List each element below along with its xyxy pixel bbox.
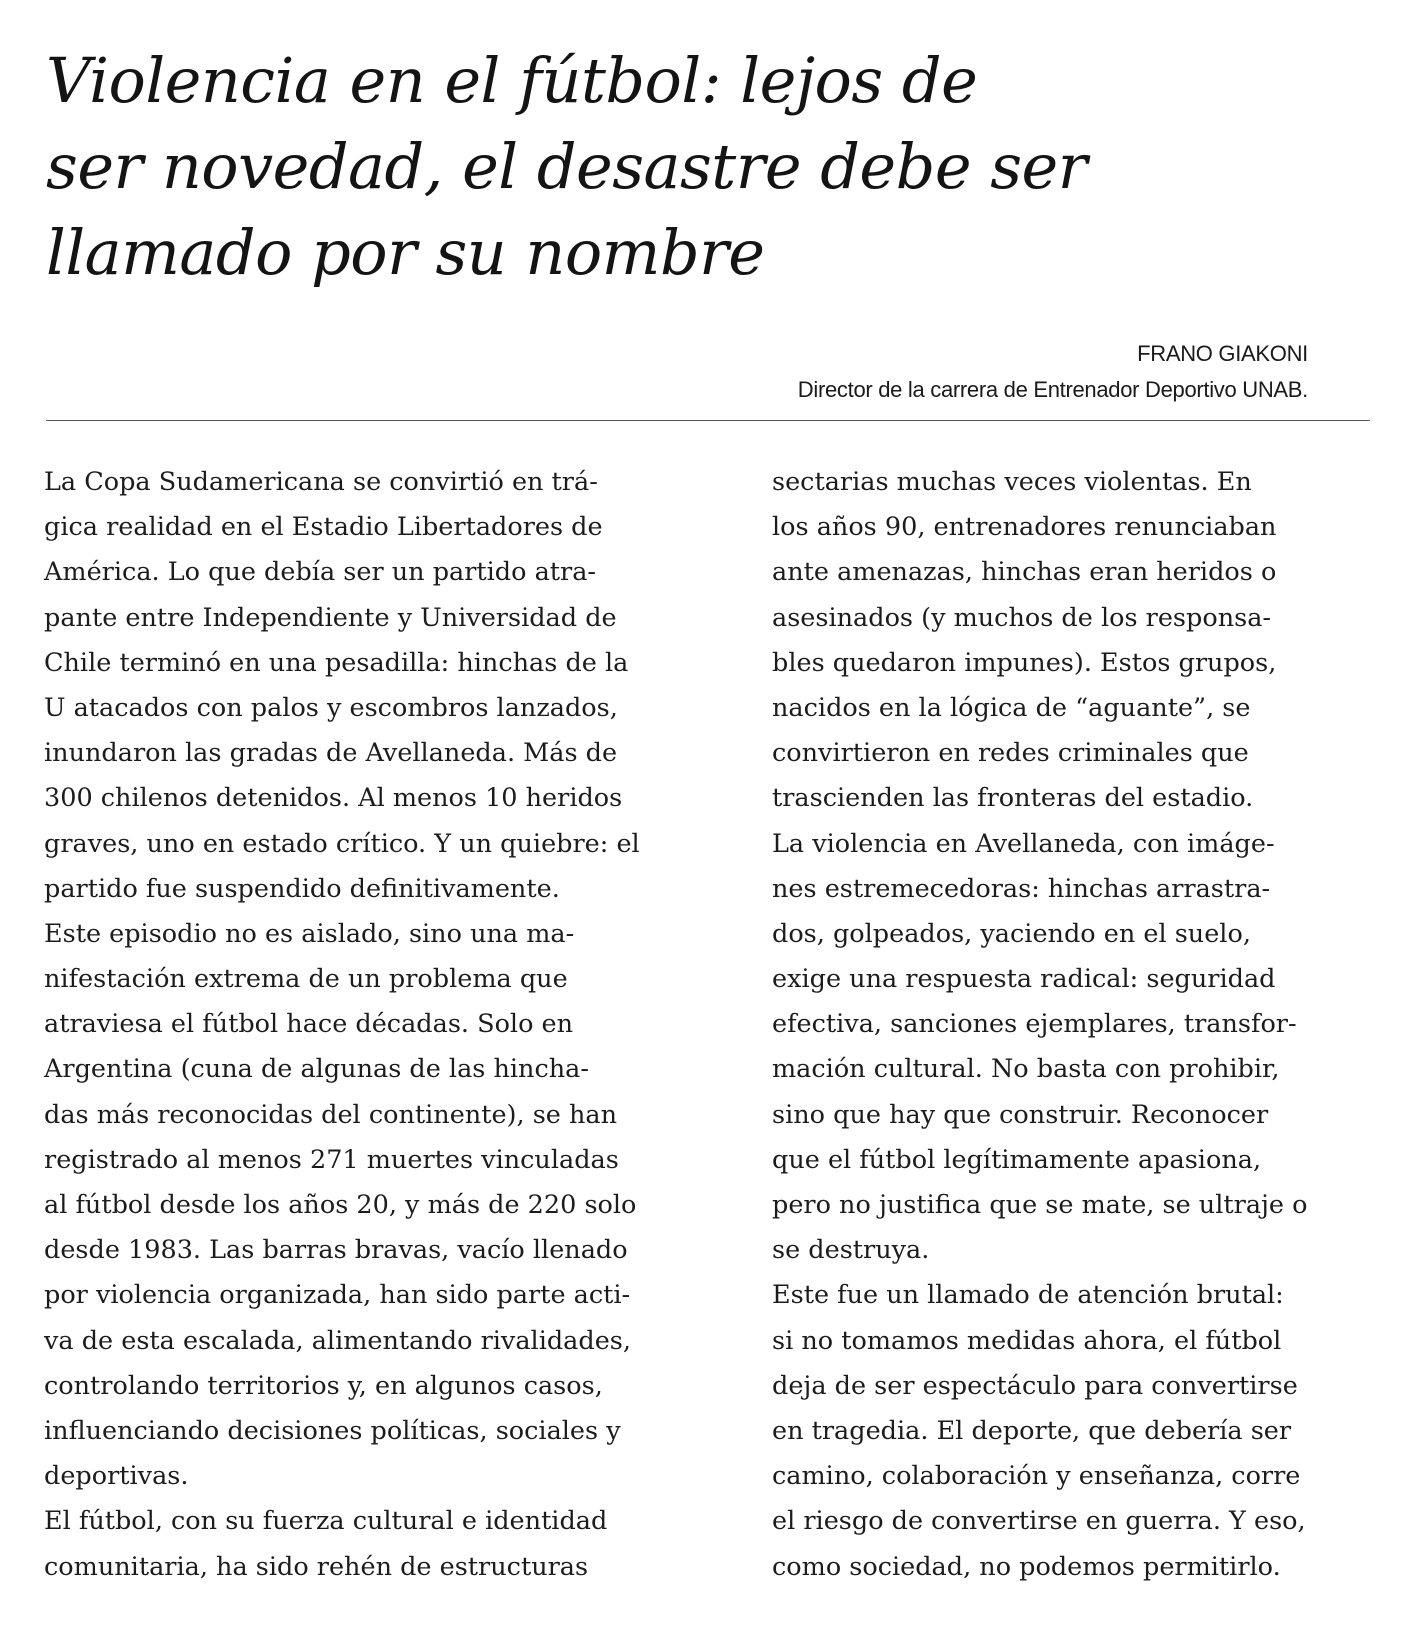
text-line: atraviesa el fútbol hace décadas. Solo en	[44, 1009, 574, 1040]
byline	[798, 336, 1308, 408]
text-line: das más reconocidas del continente), se han	[44, 1099, 618, 1130]
text-line: al fútbol desde los años 20, y más de 220 solo	[44, 1190, 637, 1220]
text-line: nifestación extrema de un problema que	[44, 964, 568, 995]
title-line: llamado por su nombre	[46, 216, 765, 289]
text-line: efectiva, sanciones ejemplares, transfor-	[772, 1009, 1297, 1040]
text-line: convirtieron en redes criminales que	[772, 738, 1249, 769]
author-role: Director de la carrera de Entrenador Deportivo UNAB.	[797, 377, 1308, 402]
text-line: sino que hay que construir. Reconocer	[772, 1099, 1269, 1130]
text-line: deportivas.	[44, 1461, 189, 1492]
text-line: el riesgo de convertirse en guerra. Y eso,	[772, 1506, 1306, 1537]
text-line: va de esta escalada, alimentando rivalidades,	[44, 1325, 631, 1356]
text-line: dos, golpeados, yaciendo en el suelo,	[772, 918, 1251, 949]
author-name: FRANO GIAKONI	[1137, 341, 1308, 366]
text-line: La Copa Sudamericana se convirtió en trá-	[44, 467, 598, 497]
text-line: deja de ser espectáculo para convertirse	[772, 1370, 1298, 1401]
text-line: que el fútbol legítimamente apasiona,	[772, 1144, 1262, 1175]
text-line: nacidos en la lógica de “aguante”, se	[772, 692, 1251, 723]
text-line: trascienden las fronteras del estadio.	[772, 783, 1254, 814]
text-line: si no tomamos medidas ahora, el fútbol	[772, 1325, 1282, 1356]
text-line: camino, colaboración y enseñanza, corre	[772, 1461, 1301, 1492]
text-line: sectarias muchas veces violentas. En	[772, 467, 1252, 497]
text-line: pante entre Independiente y Universidad de	[44, 602, 617, 633]
text-line: graves, uno en estado crítico. Y un quiebre: el	[44, 828, 640, 859]
text-line: América. Lo que debía ser un partido atra-	[44, 557, 597, 588]
text-line: gica realidad en el Estadio Libertadores de	[44, 512, 603, 543]
text-line: como sociedad, no podemos permitirlo.	[772, 1551, 1281, 1582]
text-line: desde 1983. Las barras bravas, vacío llenado	[44, 1235, 628, 1266]
text-line: nes estremecedoras: hinchas arrastra-	[772, 873, 1271, 904]
text-line: por violencia organizada, han sido parte acti-	[44, 1280, 631, 1311]
text-line: Este fue un llamado de atención brutal:	[772, 1280, 1284, 1311]
article-column-right	[772, 460, 1392, 1590]
text-line: bles quedaron impunes). Estos grupos,	[772, 647, 1277, 678]
text-line: comunitaria, ha sido rehén de estructuras	[44, 1551, 589, 1582]
text-line: La violencia en Avellaneda, con imáge-	[772, 828, 1275, 859]
article-column-left	[44, 460, 734, 1590]
title-line: ser novedad, el desastre debe ser	[46, 130, 1087, 203]
text-line: ante amenazas, hinchas eran heridos o	[772, 557, 1277, 588]
text-line: exige una respuesta radical: seguridad	[772, 964, 1276, 995]
text-line: Argentina (cuna de algunas de las hincha-	[44, 1054, 590, 1085]
text-line: Este episodio no es aislado, sino una ma-	[44, 918, 575, 949]
title-line: Violencia en el fútbol: lejos de	[46, 44, 978, 117]
text-line: U atacados con palos y escombros lanzados,	[44, 692, 618, 723]
text-line: pero no justifica que se mate, se ultraje o	[772, 1190, 1308, 1220]
text-line: El fútbol, con su fuerza cultural e identidad	[44, 1506, 608, 1537]
text-line: en tragedia. El deporte, que debería ser	[772, 1415, 1292, 1446]
text-line: mación cultural. No basta con prohibir,	[772, 1054, 1280, 1085]
text-line: los años 90, entrenadores renunciaban	[772, 512, 1277, 543]
text-line: asesinados (y muchos de los responsa-	[772, 602, 1272, 633]
text-line: se destruya.	[772, 1235, 930, 1266]
article-title	[46, 38, 1087, 296]
divider-line	[46, 420, 1370, 421]
text-line: 300 chilenos detenidos. Al menos 10 heridos	[44, 783, 623, 814]
text-line: partido fue suspendido definitivamente.	[44, 873, 560, 904]
text-line: inundaron las gradas de Avellaneda. Más de	[44, 738, 618, 769]
text-line: controlando territorios y, en algunos casos,	[44, 1370, 603, 1401]
text-line: registrado al menos 271 muertes vinculadas	[44, 1144, 619, 1175]
text-line: Chile terminó en una pesadilla: hinchas de la	[44, 647, 629, 678]
text-line: influenciando decisiones políticas, sociales y	[44, 1415, 621, 1446]
